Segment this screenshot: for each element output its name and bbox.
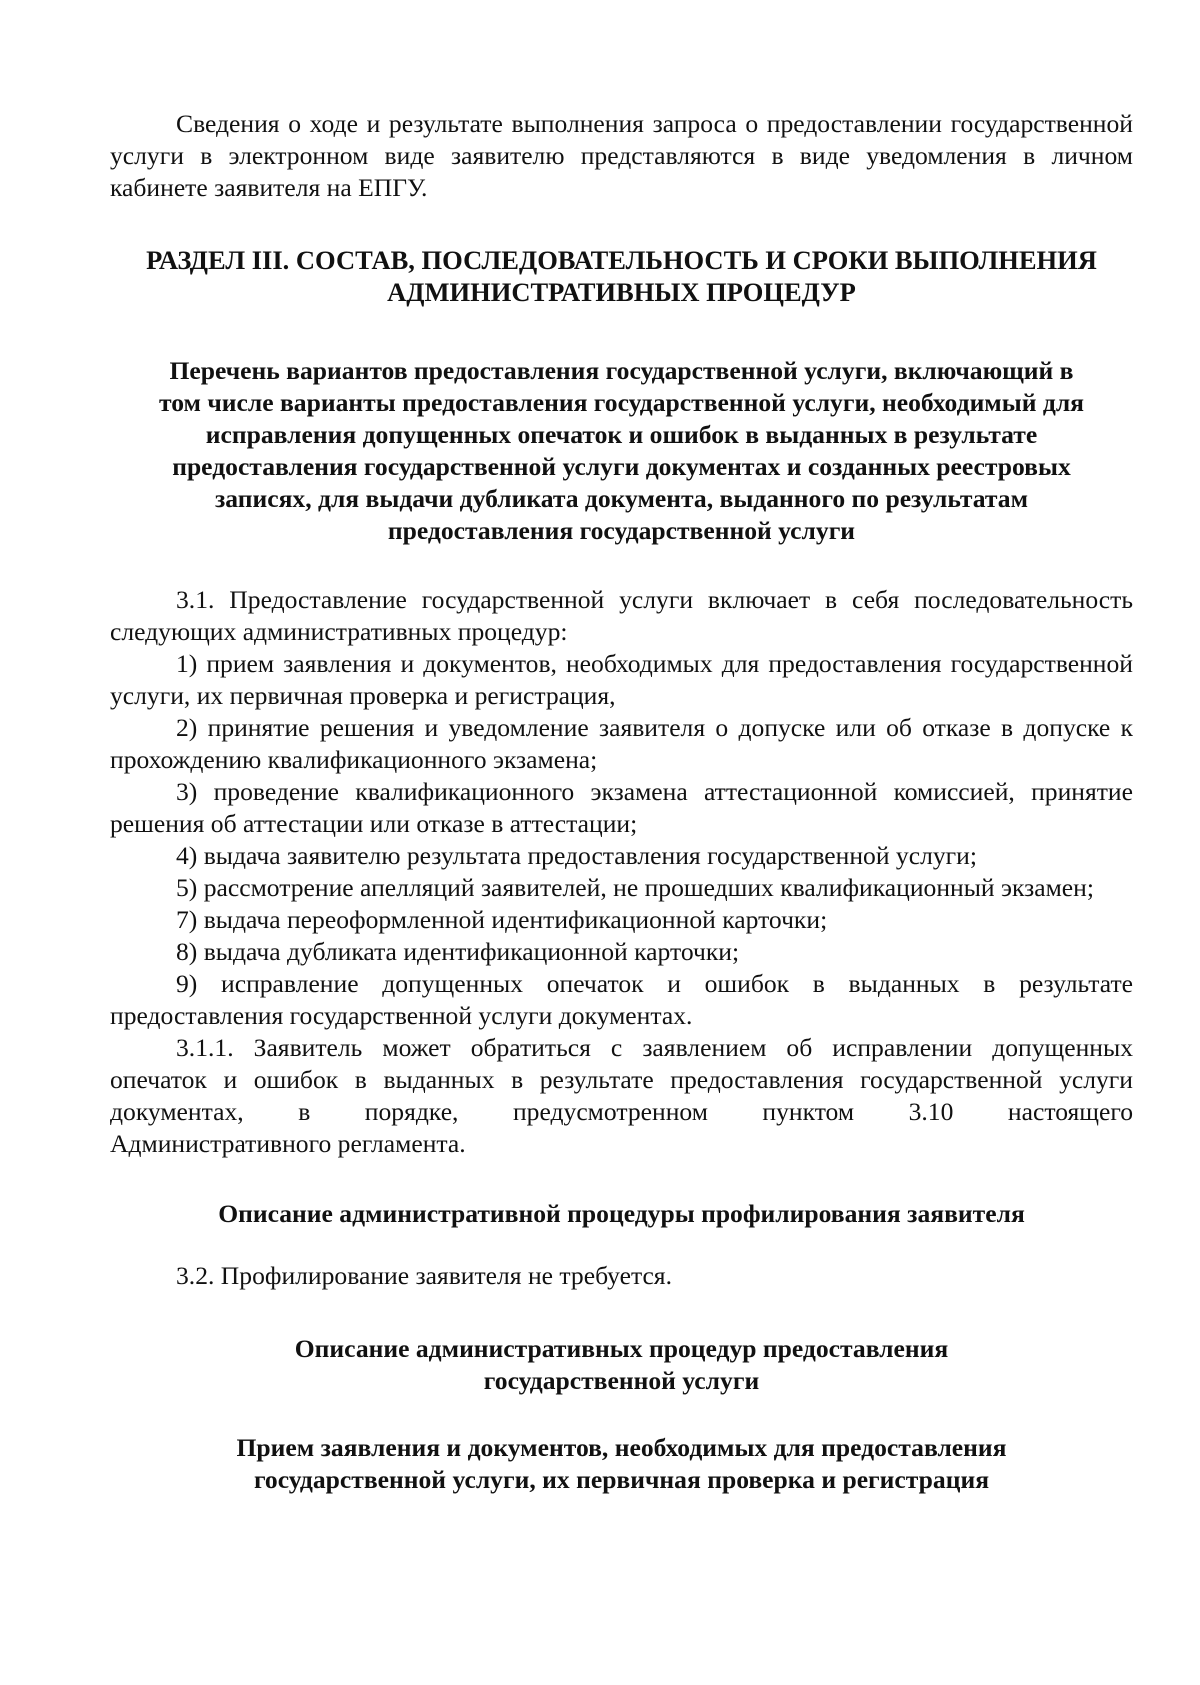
variants-subheading [110, 355, 1133, 547]
paragraph-3-1-1-line: 3.1.1. Заявитель может обратиться с заявлением об исправлении допущенных [176, 1033, 1133, 1062]
paragraph-3-1-1-line: Административного регламента. [110, 1129, 466, 1158]
paragraph-3-2: 3.2. Профилирование заявителя не требуется. [176, 1261, 672, 1290]
list-item: 8) выдача дубликата идентификационной карточки; [176, 937, 740, 966]
paragraph-3-1-1 [110, 1032, 1133, 1160]
variants-subheading-line: исправления допущенных опечаток и ошибок в выданных в результате [205, 420, 1038, 449]
list-item: 1) прием заявления и документов, необходимых для предоставления государственной услуги, их первичная проверка и регистрация, [110, 649, 1133, 710]
profiling-heading: Описание административной процедуры профилирования заявителя [218, 1199, 1025, 1228]
variants-subheading-line: том числе варианты предоставления государственной услуги, необходимый для [158, 388, 1085, 417]
list-item: 4) выдача заявителю результата предоставления государственной услуги; [176, 841, 977, 870]
document-page [110, 108, 1133, 1496]
paragraph-3-1: 3.1. Предоставление государственной услуги включает в себя последовательность следующих административных процедур: [110, 585, 1133, 646]
paragraph-3-1-1-line: опечаток и ошибок в выданных в результате предоставления государственной услуги [110, 1065, 1133, 1094]
paragraph-3-1-1-line: документах, в порядке, предусмотренном пунктом 3.10 настоящего [110, 1097, 1133, 1126]
section-heading [110, 244, 1133, 308]
procedures-heading-line: государственной услуги [483, 1366, 760, 1395]
variants-subheading-line: записях, для выдачи дубликата документа, выданного по результатам [214, 484, 1029, 513]
variants-subheading-line: Перечень вариантов предоставления государственной услуги, включающий в [169, 356, 1074, 385]
reception-heading [110, 1432, 1133, 1496]
reception-heading-line: государственной услуги, их первичная проверка и регистрация [253, 1465, 990, 1494]
reception-heading-line: Прием заявления и документов, необходимых для предоставления [236, 1433, 1007, 1462]
procedures-heading-line: Описание административных процедур предоставления [294, 1334, 949, 1363]
variants-subheading-line: предоставления государственной услуги документах и созданных реестровых [172, 452, 1071, 481]
list-item: 5) рассмотрение апелляций заявителей, не прошедших квалификационный экзамен; [176, 873, 1094, 902]
section-heading-line: РАЗДЕЛ III. СОСТАВ, ПОСЛЕДОВАТЕЛЬНОСТЬ И СРОКИ ВЫПОЛНЕНИЯ [146, 245, 1097, 275]
section-heading-line: АДМИНИСТРАТИВНЫХ ПРОЦЕДУР [387, 277, 856, 307]
list-item: 2) принятие решения и уведомление заявителя о допуске или об отказе в допуске к прохождению квалификационного экзамена; [110, 713, 1133, 774]
variants-subheading-line: предоставления государственной услуги [387, 516, 856, 545]
intro-paragraph: Сведения о ходе и результате выполнения запроса о предоставлении государственной услуги в электронном виде заявителю представляются в виде уведомления в личном кабинете заявителя на ЕПГУ. [110, 109, 1133, 202]
procedures-heading [110, 1333, 1133, 1397]
list-item: 7) выдача переоформленной идентификационной карточки; [176, 905, 828, 934]
list-item: 9) исправление допущенных опечаток и ошибок в выданных в результате предоставления государственной услуги документах. [110, 969, 1133, 1030]
list-item: 3) проведение квалификационного экзамена аттестационной комиссией, принятие решения об аттестации или отказе в аттестации; [110, 777, 1133, 838]
